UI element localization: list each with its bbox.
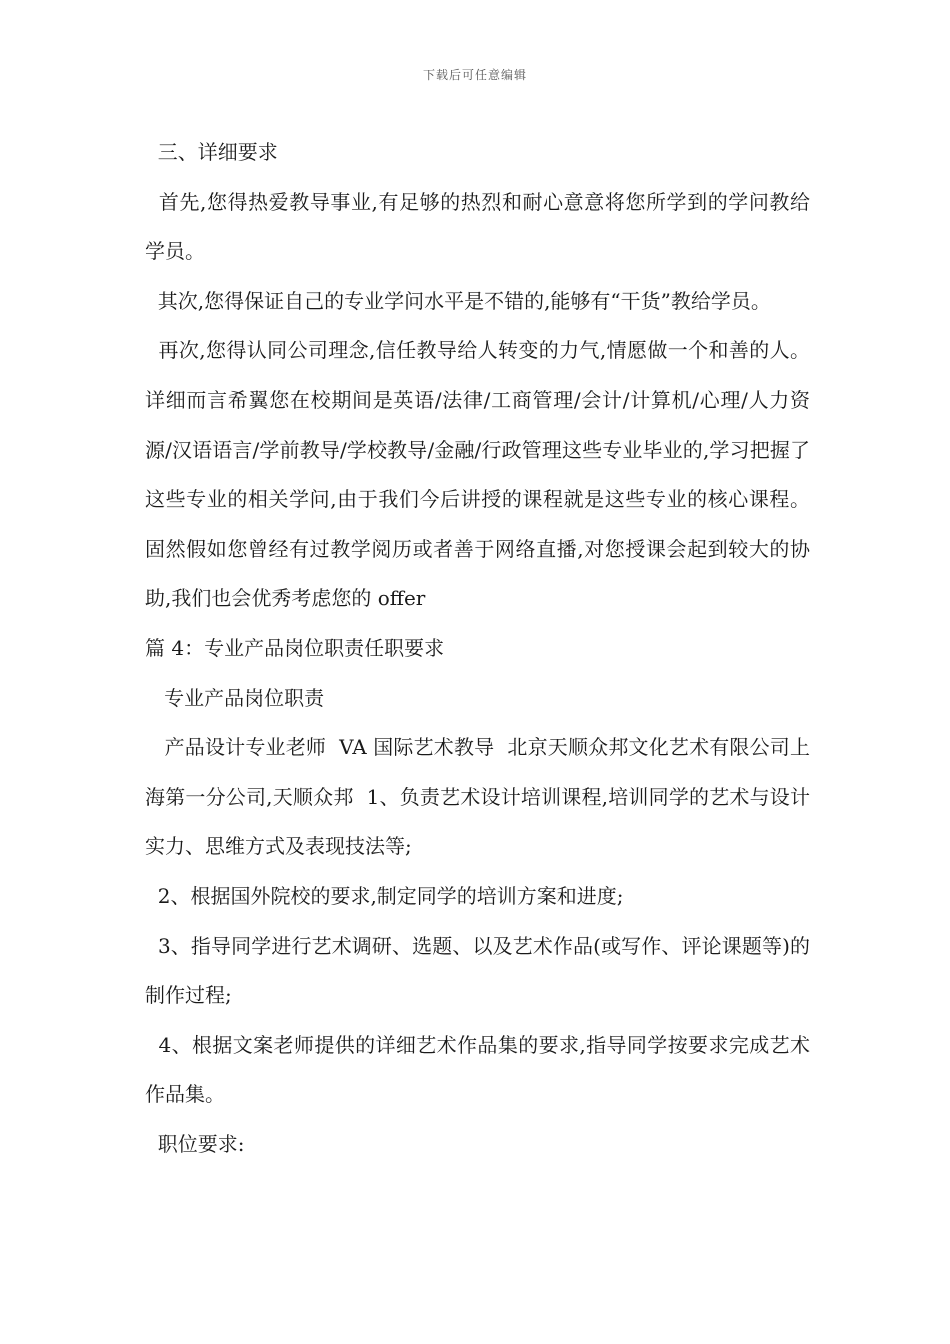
paragraph-second-requirement: 其次,您得保证自己的专业学问水平是不错的,能够有“干货”教给学员。 (145, 288, 771, 313)
section-heading-detailed-requirements: 三、详细要求 (145, 140, 278, 164)
subheading-product-duties: 专业产品岗位职责 (145, 685, 325, 710)
paragraph-duty-3: 3、指导同学进行艺术调研、选题、以及艺术作品(或写作、评论课题等)的制作过程; (145, 933, 810, 1008)
subheading-job-requirements: 职位要求: (145, 1131, 245, 1156)
paragraph-first-requirement: 首先,您得热爱教导事业,有足够的热烈和耐心意意将您所学到的学问教给学员。 (145, 189, 811, 264)
paragraph-third-requirement: 再次,您得认同公司理念,信任教导给人转变的力气,情愿做一个和善的人。详细而言希翼您在校期间是英语/法律/工商管理/会计/计算机/心理/人力资源/汉语语言/学前教导/学校教导/金融/行政管理这些专业毕业的,学习把握了这些专业的相关学问,由于我们今后讲授的课程就是这些专业的核心课程。固然假如您曾经有过教学阅历或者善于网络直播,对您授课会起到较大的协助,我们也会优秀考虑您的 offer (145, 338, 811, 611)
page-header: 下载后可任意编辑 (422, 68, 527, 82)
paragraph-duty-1: 产品设计专业老师 VA 国际艺术教导 北京天顺众邦文化艺术有限公司上海第一分公司,天顺众邦 1、负责艺术设计培训课程,培训同学的艺术与设计实力、思维方式及表现技法等; (145, 735, 810, 859)
chapter-heading-article-4: 篇 4：专业产品岗位职责任职要求 (145, 635, 445, 660)
paragraph-duty-2: 2、根据国外院校的要求,制定同学的培训方案和进度; (145, 883, 624, 908)
document-body (145, 128, 810, 1169)
paragraph-duty-4: 4、根据文案老师提供的详细艺术作品集的要求,指导同学按要求完成艺术作品集。 (145, 1032, 810, 1107)
